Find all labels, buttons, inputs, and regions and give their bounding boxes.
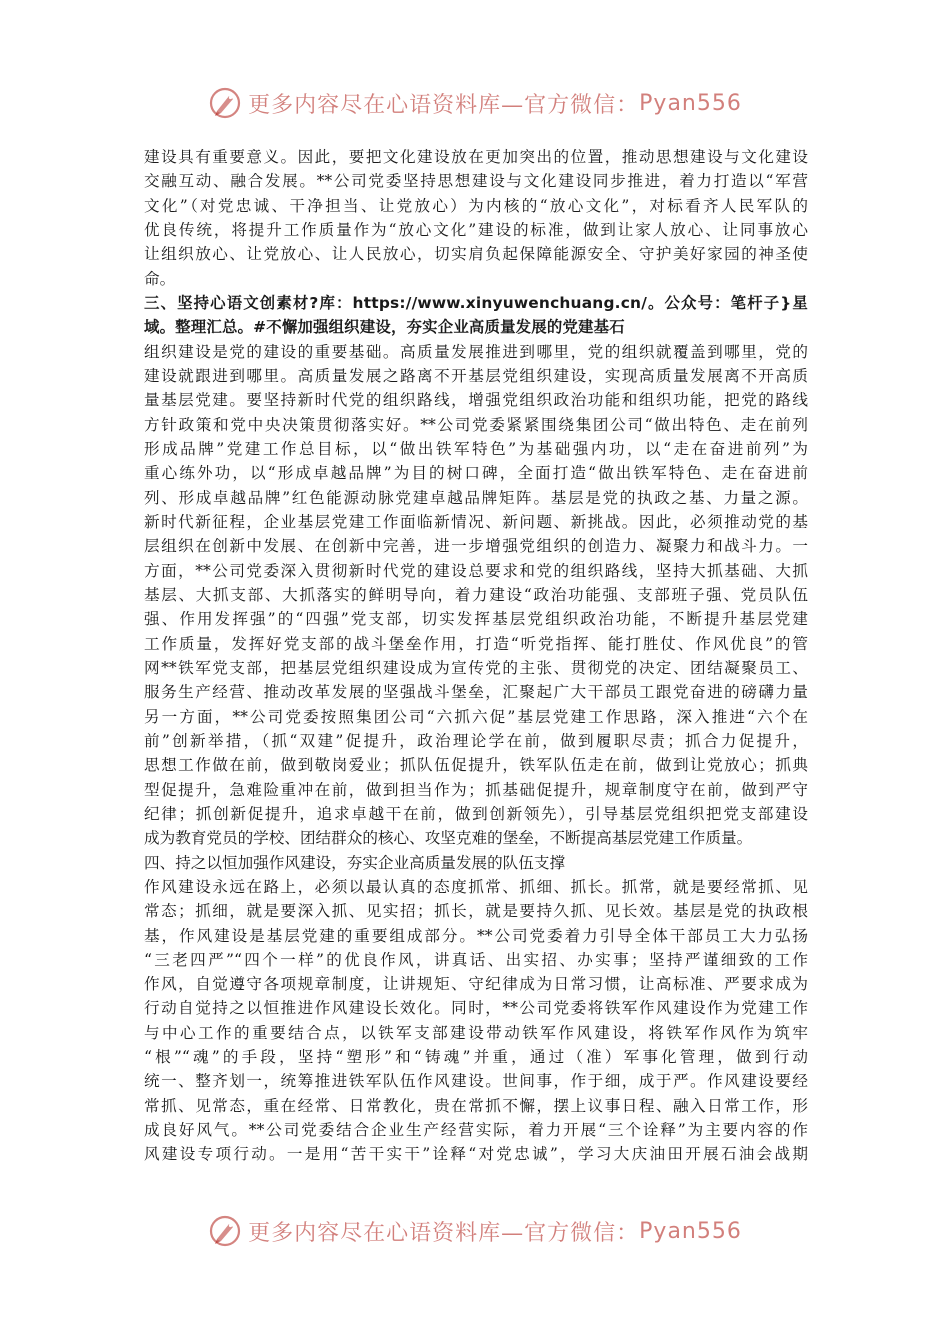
body-line: 基，作风建设是基层党建的重要组成部分。**公司党委着力引导全体干部员工大力弘扬 (144, 926, 808, 945)
section-heading-3-cont: 域。整理汇总。#不懈加强组织建设，夯实企业高质量发展的党建基石 (144, 318, 625, 337)
body-line: 前”创新举措，（抓“双建”促提升，政治理论学在前，做到履职尽责；抓合力促提升， (144, 731, 808, 750)
body-line: 型促提升，急难险重冲在前，做到担当作为；抓基础促提升，规章制度守在前，做到严守 (144, 780, 808, 799)
body-line: “三老四严”“四个一样”的优良作风，讲真话、出实招、办实事；坚持严谨细致的工作 (144, 950, 808, 969)
body-line: 基层、大抓支部、大抓落实的鲜明导向，着力建设“政治功能强、支部班子强、党员队伍 (144, 585, 808, 604)
body-line: 建设具有重要意义。因此，要把文化建设放在更加突出的位置，推动思想建设与文化建设 (144, 148, 808, 166)
body-line: 工作质量，发挥好党支部的战斗堡垒作用，打造“听党指挥、能打胜仗、作风优良”的管 (144, 634, 808, 653)
body-line: 组织建设是党的建设的重要基础。高质量发展推进到哪里，党的组织就覆盖到哪里，党的 (144, 342, 808, 361)
body-line: 建设就跟进到哪里。高质量发展之路离不开基层党组织建设，实现高质量发展离不开高质 (144, 366, 808, 385)
body-line: 让组织放心、让党放心、让人民放心，切实肩负起保障能源安全、守护美好家园的神圣使 (144, 245, 808, 264)
body-line: 交融互动、融合发展。**公司党委坚持思想建设与文化建设同步推进，着力打造以“军营 (144, 172, 808, 191)
body-line: 风建设专项行动。一是用“苦干实干”诠释“对党忠诚”，学习大庆油田开展石油会战期 (144, 1145, 808, 1164)
watermark-text: 更多内容尽在心语资料库—官方微信： (248, 92, 640, 118)
body-line: 列、形成卓越品牌”红色能源动脉党建卓越品牌矩阵。基层是党的执政之基、力量之源。 (144, 488, 808, 507)
body-line: 命。 (144, 269, 176, 288)
body-line: “根”“魂”的手段，坚持“塑形”和“铸魂”并重，通过（准）军事化管理，做到行动 (144, 1048, 808, 1067)
body-line: 行动自觉持之以恒推进作风建设长效化。同时，**公司党委将铁军作风建设作为党建工作 (144, 999, 808, 1018)
body-line: 统一、整齐划一，统筹推进铁军队伍作风建设。世间事，作于细，成于严。作风建设要经 (144, 1072, 808, 1091)
body-line: 服务生产经营、推动改革发展的坚强战斗堡垒，汇聚起广大干部员工跟党奋进的磅礴力量 (144, 683, 808, 702)
watermark-wechat-id: Pyan556 (639, 1218, 742, 1244)
body-line: 文化”（对党忠诚、干净担当、让党放心）为内核的“放心文化”，对标看齐人民军队的 (144, 196, 808, 215)
body-line: 常抓、见常态，重在经常、日常教化，贵在常抓不懈，摆上议事日程、融入日常工作，形 (144, 1096, 808, 1115)
body-line: 常态；抓细，就是要深入抓、见实招；抓长，就是要持久抓、见长效。基层是党的执政根 (144, 902, 808, 921)
section-heading-4: 四、持之以恒加强作风建设，夯实企业高质量发展的队伍支撑 (144, 853, 566, 872)
watermark-banner-top (0, 83, 950, 123)
body-line: 方面，**公司党委深入贯彻新时代党的建设总要求和党的组织路线，坚持大抓基础、大抓 (144, 561, 808, 580)
body-line: 方针政策和党中央决策贯彻落实好。**公司党委紧紧围绕集团公司“做出特色、走在前列 (144, 415, 808, 434)
body-line: 强、作用发挥强”的“四强”党支部，切实发挥基层党组织政治功能，不断提升基层党建 (144, 610, 808, 629)
body-line: 作风建设永远在路上，必须以最认真的态度抓常、抓细、抓长。抓常，就是要经常抓、见 (144, 877, 808, 896)
body-line: 纪律；抓创新促提升，追求卓越干在前，做到创新领先），引导基层党组织把党支部建设 (144, 804, 808, 823)
section-heading-3: 三、坚持心语文创素材?库：https://www.xinyuwenchuang.cn/。公众号：笔杆子}星 (144, 293, 808, 312)
body-line: 优良传统，将提升工作质量作为“放心文化”建设的标准，做到让家人放心、让同事放心 (144, 220, 808, 239)
body-line: 与中心工作的重要结合点，以铁军支部建设带动铁军作风建设，将铁军作风作为筑牢 (144, 1023, 808, 1042)
body-line: 量基层党建。要坚持新时代党的组织路线，增强党组织政治功能和组织功能，把党的路线 (144, 391, 808, 410)
body-line: 另一方面，**公司党委按照集团公司“六抓六促”基层党建工作思路，深入推进“六个在 (144, 707, 808, 726)
document-body (144, 145, 808, 1167)
pen-nib-logo-icon (208, 1214, 242, 1248)
pen-nib-logo-icon (208, 86, 242, 120)
watermark-banner-bottom (0, 1211, 950, 1251)
body-line: 层组织在创新中发展、在创新中完善，进一步增强党组织的创造力、凝聚力和战斗力。一 (144, 537, 808, 556)
watermark-wechat-id: Pyan556 (639, 90, 742, 116)
body-line: 思想工作做在前，做到敬岗爱业；抓队伍促提升，铁军队伍走在前，做到让党放心；抓典 (144, 756, 808, 775)
body-line: 成为教育党员的学校、团结群众的核心、攻坚克难的堡垒，不断提高基层党建工作质量。 (144, 829, 753, 848)
watermark-text: 更多内容尽在心语资料库—官方微信： (248, 1220, 640, 1246)
body-line: 网**铁军党支部，把基层党组织建设成为宣传党的主张、贯彻党的决定、团结凝聚员工、 (144, 658, 808, 677)
body-line: 新时代新征程，企业基层党建工作面临新情况、新问题、新挑战。因此，必须推动党的基 (144, 512, 808, 531)
body-line: 作风，自觉遵守各项规章制度，让讲规矩、守纪律成为日常习惯，让高标准、严要求成为 (144, 975, 808, 994)
body-line: 成良好风气。**公司党委结合企业生产经营实际，着力开展“三个诠释”为主要内容的作 (144, 1121, 808, 1140)
body-line: 重心练外功，以“形成卓越品牌”为目的树口碑，全面打造“做出铁军特色、走在奋进前 (144, 464, 808, 483)
body-line: 形成品牌”党建工作总目标，以“做出铁军特色”为基础强内功，以“走在奋进前列”为 (144, 439, 808, 458)
